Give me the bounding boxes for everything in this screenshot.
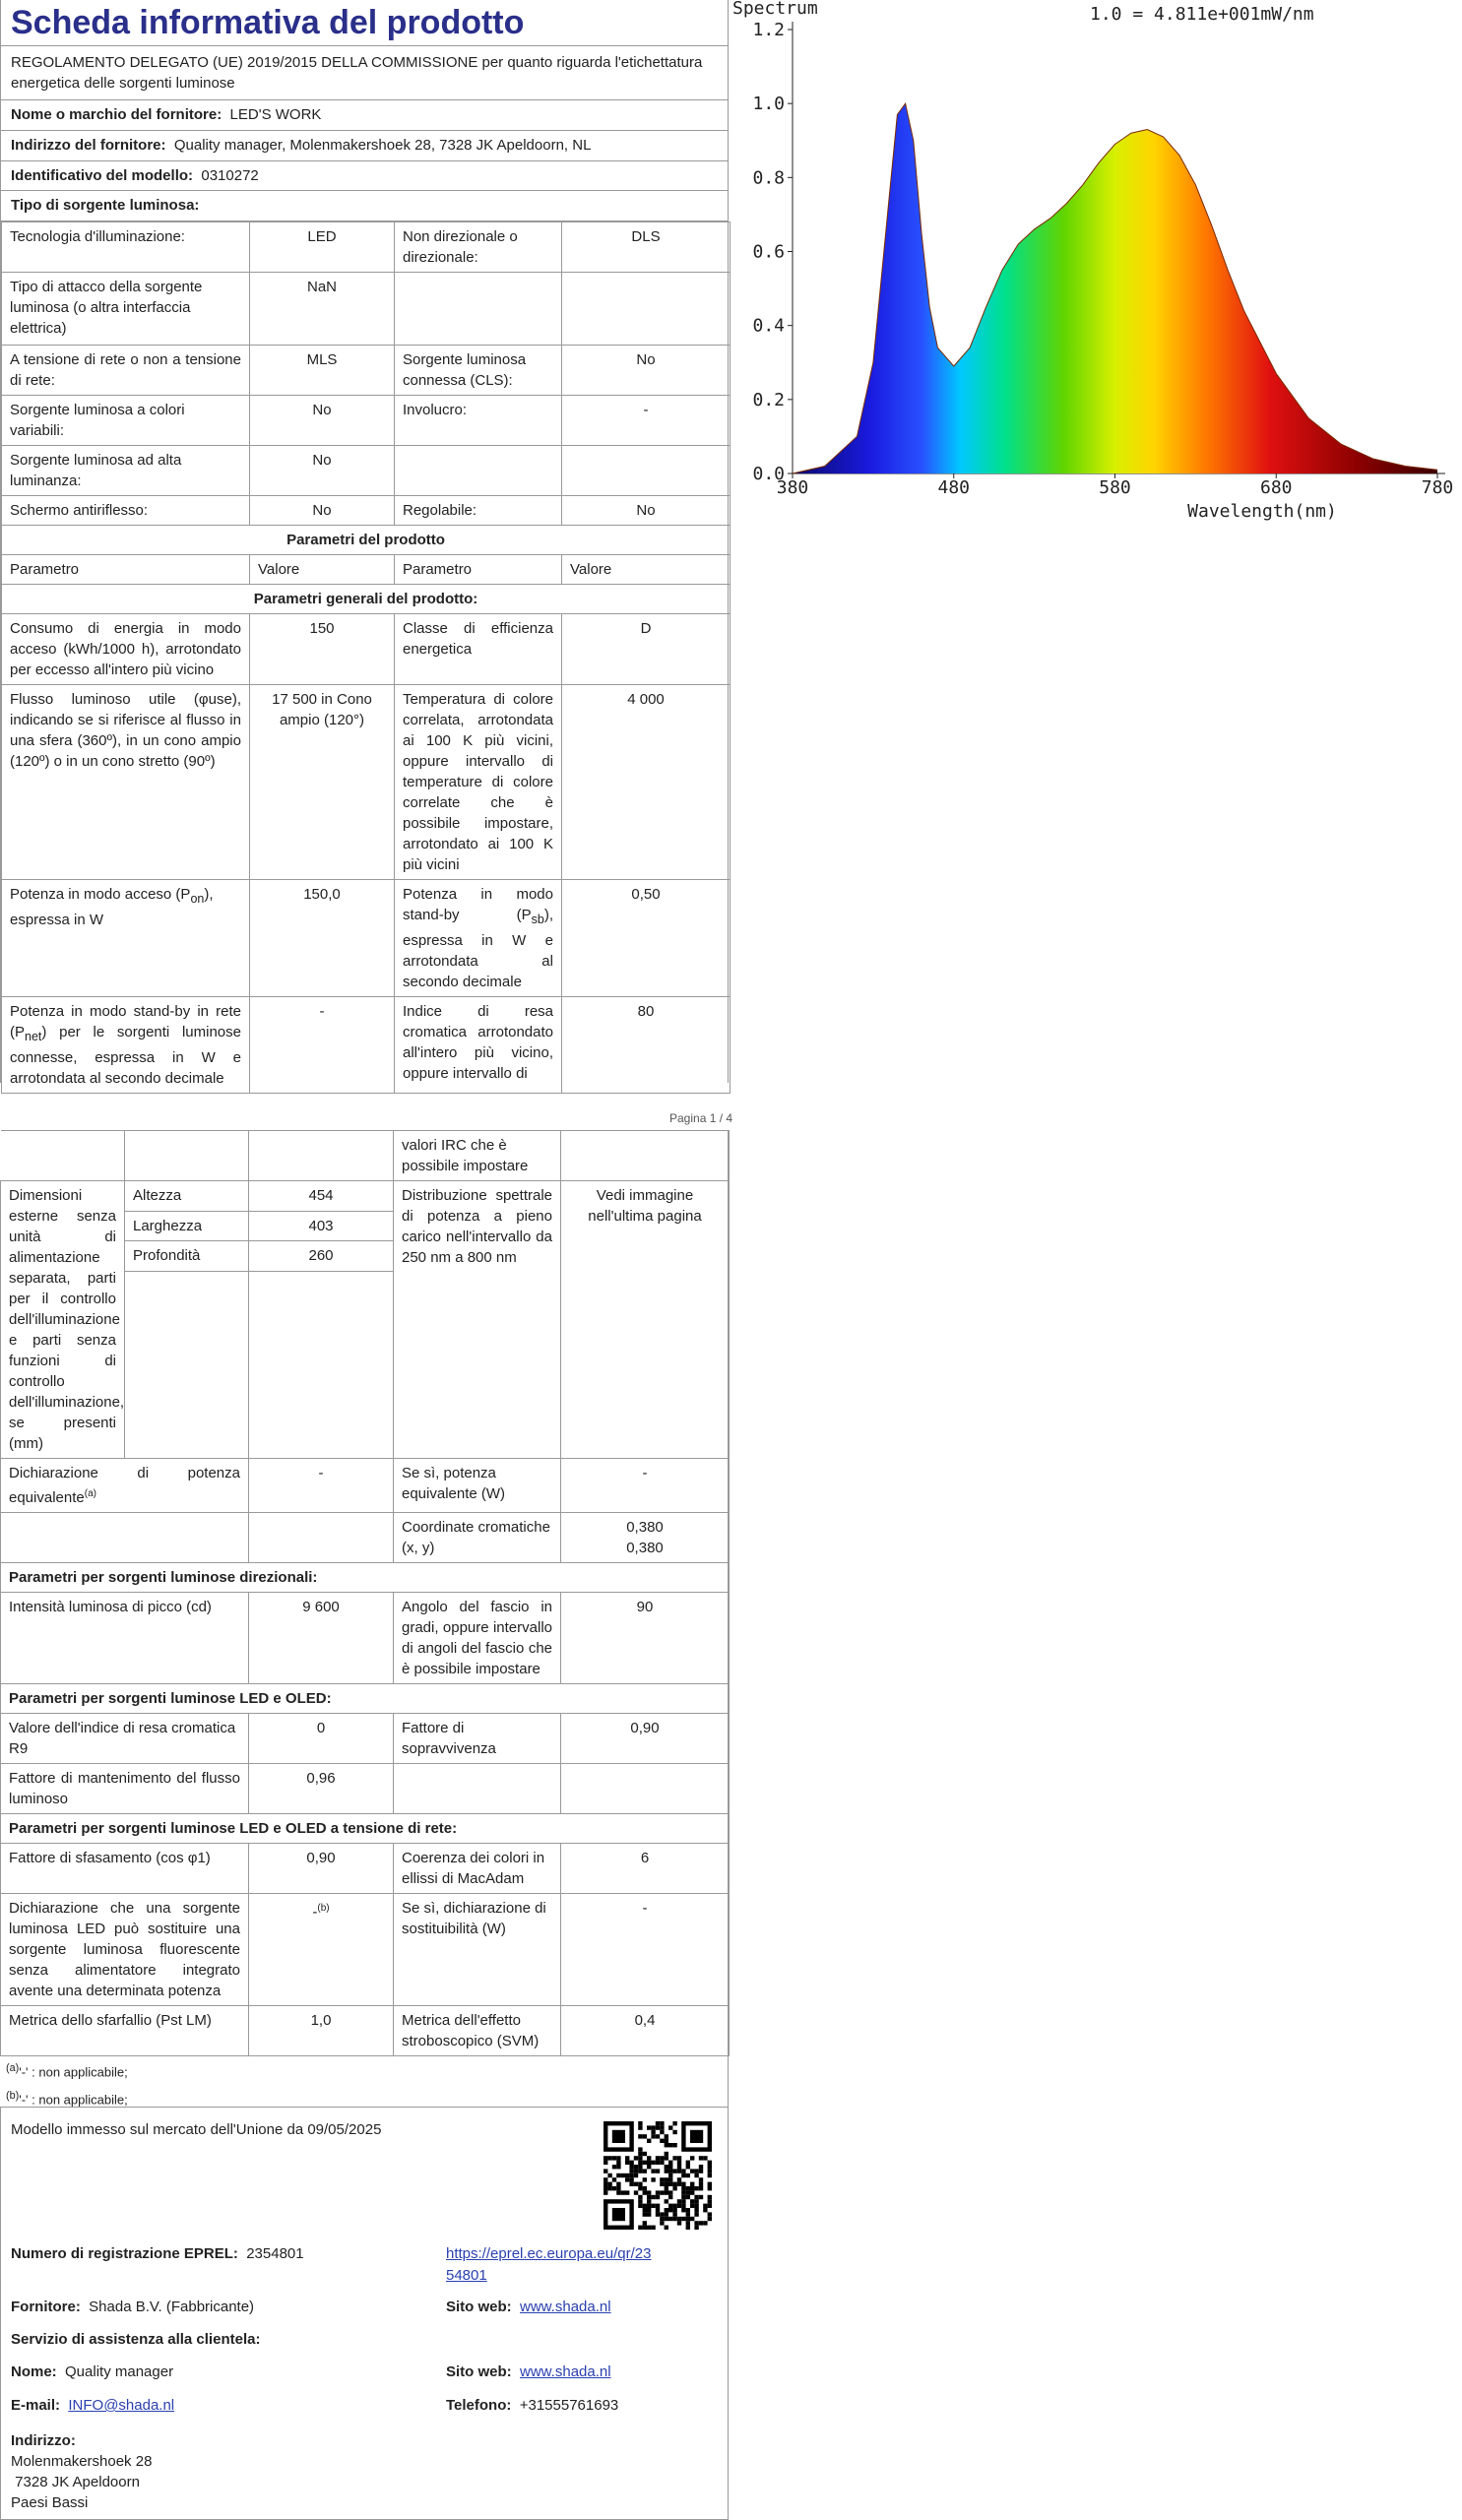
param-cell: Classe di efficienza energetica: [395, 614, 562, 685]
table-row: [2, 222, 731, 273]
dim-value: 454: [249, 1181, 394, 1212]
empty-cell: [561, 1131, 730, 1181]
address-line: 7328 JK Apeldoorn: [11, 2474, 140, 2490]
y-tick-label: 0.0: [752, 464, 785, 484]
eprel-link[interactable]: [446, 2245, 651, 2284]
y-tick-label: 0.6: [752, 241, 785, 263]
subscript: on: [190, 892, 205, 906]
table-row: [2, 685, 731, 880]
value-cell: No: [562, 346, 731, 396]
supplier-value: LED'S WORK: [229, 106, 322, 123]
param-cell: Metrica dell'effetto stroboscopico (SVM): [394, 2006, 561, 2056]
value-cell: 0,90: [561, 1714, 730, 1764]
chroma-x: 0,380: [626, 1519, 664, 1536]
dim-value: 403: [249, 1211, 394, 1241]
value-cell: 0: [249, 1714, 394, 1764]
text-part: Dichiarazione di potenza equivalente: [9, 1465, 240, 1506]
table-row: [1, 1593, 730, 1684]
source-type-table: [1, 221, 731, 1094]
param-cell: Fattore di mantenimento del flusso luminoso: [1, 1764, 249, 1814]
footer-supplier-label: Fornitore:: [11, 2299, 81, 2315]
page-title: Scheda informativa del prodotto: [1, 0, 728, 46]
footnote-text: '-' : non applicabile;: [19, 2064, 128, 2080]
address-value: Quality manager, Molenmakershoek 28, 7328 JK Apeldoorn, NL: [173, 136, 592, 154]
model-value: 0310272: [201, 166, 259, 184]
website-link[interactable]: www.shada.nl: [520, 2299, 611, 2315]
value-cell: 1,0: [249, 2006, 394, 2056]
footnotes: [0, 2056, 728, 2112]
y-tick-label: 1.0: [752, 94, 785, 115]
footnote-mark: (a): [6, 2062, 20, 2074]
contact-name-value: Quality manager: [65, 2363, 174, 2380]
service-heading: [11, 2329, 260, 2351]
value-cell: -: [562, 396, 731, 446]
registration-box: [0, 2107, 729, 2520]
x-tick-label: 380: [776, 477, 809, 498]
value-cell: [561, 1513, 730, 1563]
x-axis-label: Wavelength(nm): [1187, 501, 1337, 522]
param-cell: [394, 1764, 561, 1814]
footnote-mark: (b): [317, 1903, 330, 1914]
y-tick-label: 0.2: [752, 389, 785, 410]
value-cell: [562, 273, 731, 346]
footnote-mark: (a): [84, 1488, 96, 1499]
param-cell: Distribuzione spettrale di potenza a pieno carico nell'intervallo da 250 nm a 800 nm: [394, 1181, 561, 1459]
website-row: [446, 2297, 611, 2318]
value-cell: No: [250, 496, 395, 526]
mains-heading: Parametri per sorgenti luminose LED e OLED a tensione di rete:: [1, 1814, 730, 1844]
table-row: [2, 997, 731, 1094]
page-two: [0, 1130, 729, 2112]
model-row: [1, 161, 728, 192]
value-cell: 0,90: [249, 1844, 394, 1894]
param-cell: Tecnologia d'illuminazione:: [2, 222, 250, 273]
value-cell: No: [562, 496, 731, 526]
value-cell: 17 500 in Cono ampio (120°): [250, 685, 395, 880]
general-heading-row: [2, 585, 731, 614]
value-cell: No: [250, 396, 395, 446]
param-cell: Sorgente luminosa ad alta luminanza:: [2, 446, 250, 496]
table-row: [1, 2006, 730, 2056]
eprel-label: Numero di registrazione EPREL:: [11, 2245, 238, 2262]
value-cell: NaN: [250, 273, 395, 346]
value-cell: 90: [561, 1593, 730, 1684]
value-cell: -: [561, 1894, 730, 2006]
general-heading: Parametri generali del prodotto:: [2, 585, 731, 614]
page-number: Pagina 1 / 4: [669, 1111, 733, 1125]
empty-cell: [249, 1131, 394, 1181]
column-header: Valore: [562, 555, 731, 585]
table-row: [2, 273, 731, 346]
text-part: -: [312, 1904, 318, 1921]
value-cell: -: [250, 997, 395, 1094]
footnote-mark: (b): [6, 2090, 20, 2103]
address-footer-label: Indirizzo:: [11, 2432, 76, 2449]
value-cell: [562, 446, 731, 496]
address-block: [11, 2430, 152, 2513]
address-row: [1, 131, 728, 161]
table-row: [1, 1894, 730, 2006]
table-row: [1, 1513, 730, 1563]
model-label: Identificativo del modello:: [11, 166, 194, 184]
phone-label: Telefono:: [446, 2397, 512, 2414]
column-header: Parametro: [395, 555, 562, 585]
value-cell: MLS: [250, 346, 395, 396]
market-date: Modello immesso sul mercato dell'Unione da 09/05/2025: [11, 2121, 382, 2138]
param-cell: Dichiarazione che una sorgente luminosa LED può sostituire una sorgente luminosa fluorescente senza alimentatore integrato avente una determinata potenza: [1, 1894, 249, 2006]
table-row: [2, 346, 731, 396]
contact-name-row: [11, 2362, 173, 2383]
eprel-value: 2354801: [246, 2245, 304, 2262]
param-cell: Sorgente luminosa connessa (CLS):: [395, 346, 562, 396]
value-cell: 4 000: [562, 685, 731, 880]
param-cell: Fattore di sopravvivenza: [394, 1714, 561, 1764]
params-table-continued: [0, 1130, 730, 2056]
section-heading-row: [1, 1684, 730, 1714]
param-cell: [1, 1459, 249, 1513]
value-cell: 150,0: [250, 880, 395, 997]
params-heading: Parametri del prodotto: [2, 526, 731, 555]
param-cell: Involucro:: [395, 396, 562, 446]
param-cell: Regolabile:: [395, 496, 562, 526]
empty-cell: [1, 1513, 249, 1563]
address-line: Paesi Bassi: [11, 2494, 89, 2511]
website2-label: Sito web:: [446, 2363, 512, 2380]
x-tick-label: 480: [937, 477, 971, 498]
value-cell: No: [250, 446, 395, 496]
value-cell: D: [562, 614, 731, 685]
value-cell: 9 600: [249, 1593, 394, 1684]
chart-title: Spectrum: [732, 0, 818, 19]
y-tick-label: 0.4: [752, 315, 785, 337]
table-row: [2, 496, 731, 526]
param-cell: Non direzionale o direzionale:: [395, 222, 562, 273]
text-part: Potenza in modo acceso (P: [10, 886, 191, 903]
value-cell: 80: [562, 997, 731, 1094]
column-header: Valore: [250, 555, 395, 585]
table-row: [1, 1459, 730, 1513]
value-cell: [561, 1764, 730, 1814]
param-cell: [2, 880, 250, 997]
regulation-text: REGOLAMENTO DELEGATO (UE) 2019/2015 DELLA COMMISSIONE per quanto riguarda l'etichettatura energetica delle sorgenti luminose: [1, 46, 728, 100]
led-heading: Parametri per sorgenti luminose LED e OLED:: [1, 1684, 730, 1714]
spectrum-chart: [731, 0, 1462, 522]
param-cell: Indice di resa cromatica arrotondato all'intero più vicino, oppure intervallo di: [395, 997, 562, 1094]
param-cell: Intensità luminosa di picco (cd): [1, 1593, 249, 1684]
x-tick-label: 680: [1259, 477, 1293, 498]
footer-supplier-value: Shada B.V. (Fabbricante): [89, 2299, 255, 2315]
text-part: ) per le sorgenti luminose connesse, espressa in W e arrotondata al secondo decimale: [10, 1024, 241, 1087]
param-cell: [2, 997, 250, 1094]
param-cell: [395, 880, 562, 997]
source-type-heading: [1, 191, 728, 221]
value-cell: [249, 1894, 394, 2006]
supplier-row: [1, 100, 728, 131]
eprel-link-box: [446, 2243, 651, 2287]
dir-heading: Parametri per sorgenti luminose direzionali:: [1, 1563, 730, 1593]
eprel-row: [11, 2243, 304, 2265]
supplier-label: Nome o marchio del fornitore:: [11, 106, 222, 123]
section-heading-row: [1, 1563, 730, 1593]
param-cell: Consumo di energia in modo acceso (kWh/1000 h), arrotondato per eccesso all'intero più vicino: [2, 614, 250, 685]
email-label: E-mail:: [11, 2397, 61, 2414]
table-row: [1, 1714, 730, 1764]
spectrum-svg: [731, 0, 1462, 522]
email-link[interactable]: INFO@shada.nl: [68, 2397, 175, 2414]
x-tick-label: 780: [1421, 477, 1454, 498]
param-cell: Se sì, potenza equivalente (W): [394, 1459, 561, 1513]
table-row: [1, 1131, 730, 1181]
spectrum-area: [793, 103, 1437, 473]
dim-name: Profondità: [125, 1241, 249, 1272]
page-one: [0, 0, 729, 1087]
dimensions-label: Dimensioni esterne senza unità di alimentazione separata, parti per il controllo dell'illuminazione e parti senza funzioni di controllo dell'illuminazione, se presenti (mm): [1, 1181, 125, 1459]
address-label: Indirizzo del fornitore:: [11, 136, 166, 154]
empty-cell: [125, 1131, 249, 1181]
text-part: ), espressa in W: [10, 886, 214, 928]
scale-note: 1.0 = 4.811e+001mW/nm: [1090, 4, 1314, 25]
website2-link[interactable]: www.shada.nl: [520, 2363, 611, 2380]
empty-cell: [249, 1272, 394, 1459]
param-cell: Metrica dello sfarfallio (Pst LM): [1, 2006, 249, 2056]
value-cell: 0,4: [561, 2006, 730, 2056]
chroma-y: 0,380: [626, 1540, 664, 1556]
website-label: Sito web:: [446, 2299, 512, 2315]
table-row: [2, 614, 731, 685]
param-cell: Temperatura di colore correlata, arrotondata ai 100 K più vicini, oppure intervallo di temperature di colore correlate che è possibile impostare, arrotondato ai 100 K più vicini: [395, 685, 562, 880]
param-cell: Se sì, dichiarazione di sostituibilità (W): [394, 1894, 561, 2006]
value-cell: 0,96: [249, 1764, 394, 1814]
param-cell: Fattore di sfasamento (cos φ1): [1, 1844, 249, 1894]
value-cell: 0,50: [562, 880, 731, 997]
y-tick-label: 0.8: [752, 167, 785, 189]
dim-name: Altezza: [125, 1181, 249, 1212]
value-cell: 6: [561, 1844, 730, 1894]
footnote: [6, 2056, 728, 2084]
empty-cell: [249, 1513, 394, 1563]
table-row: [2, 446, 731, 496]
website2-row: [446, 2362, 611, 2383]
params-heading-row: [2, 526, 731, 555]
table-row: [1, 1844, 730, 1894]
qr-code[interactable]: [604, 2121, 712, 2230]
phone-value: +31555761693: [519, 2397, 619, 2414]
x-tick-label: 580: [1099, 477, 1131, 498]
supplier-footer-row: [11, 2297, 254, 2318]
footnote-text: '-' : non applicabile;: [19, 2092, 128, 2108]
param-cell: Schermo antiriflesso:: [2, 496, 250, 526]
param-cell: Flusso luminoso utile (φuse), indicando se si riferisce al flusso in una sfera (360º), in un cono ampio (120º) o in un cono stretto (90º): [2, 685, 250, 880]
column-header: Parametro: [2, 555, 250, 585]
column-header-row: [2, 555, 731, 585]
param-cell: A tensione di rete o non a tensione di rete:: [2, 346, 250, 396]
text-part: Potenza in modo stand-by in rete (P: [10, 1003, 241, 1040]
text-part: Potenza in modo stand-by (P: [403, 886, 553, 923]
param-cell: Coordinate cromatiche (x, y): [394, 1513, 561, 1563]
value-cell: LED: [250, 222, 395, 273]
param-cell: [395, 446, 562, 496]
empty-cell: [125, 1272, 249, 1459]
param-cell: Tipo di attacco della sorgente luminosa (o altra interfaccia elettrica): [2, 273, 250, 346]
table-row: [1, 1764, 730, 1814]
param-cell: Angolo del fascio in gradi, oppure intervallo di angoli del fascio che è possibile impostare: [394, 1593, 561, 1684]
param-cell: Sorgente luminosa a colori variabili:: [2, 396, 250, 446]
table-row: [2, 880, 731, 997]
param-cell: Coerenza dei colori in ellissi di MacAdam: [394, 1844, 561, 1894]
y-tick-label: 1.2: [752, 20, 785, 40]
value-cell: -: [561, 1459, 730, 1513]
phone-row: [446, 2395, 618, 2417]
address-line: Molenmakershoek 28: [11, 2453, 153, 2470]
value-cell: 150: [250, 614, 395, 685]
service-heading-text: Servizio di assistenza alla clientela:: [11, 2331, 261, 2348]
dim-value: 260: [249, 1241, 394, 1272]
eprel-link-line: https://eprel.ec.europa.eu/qr/23: [446, 2245, 652, 2262]
param-cell: Valore dell'indice di resa cromatica R9: [1, 1714, 249, 1764]
subscript: net: [25, 1030, 42, 1043]
param-cell: [395, 273, 562, 346]
value-cell: Vedi immagine nell'ultima pagina: [561, 1181, 730, 1459]
table-row: [2, 396, 731, 446]
text-part: ), espressa in W e arrotondata al secondo decimale: [403, 907, 553, 990]
contact-name-label: Nome:: [11, 2363, 57, 2380]
subscript: sb: [531, 913, 544, 926]
empty-cell: [1, 1131, 125, 1181]
value-cell: DLS: [562, 222, 731, 273]
section-heading-row: [1, 1814, 730, 1844]
email-row: [11, 2395, 174, 2417]
value-cell: -: [249, 1459, 394, 1513]
dim-name: Larghezza: [125, 1211, 249, 1241]
table-row: [1, 1181, 730, 1212]
source-type-heading-text: Tipo di sorgente luminosa:: [11, 197, 200, 215]
param-cell: valori IRC che è possibile impostare: [394, 1131, 561, 1181]
eprel-link-line: 54801: [446, 2267, 487, 2284]
